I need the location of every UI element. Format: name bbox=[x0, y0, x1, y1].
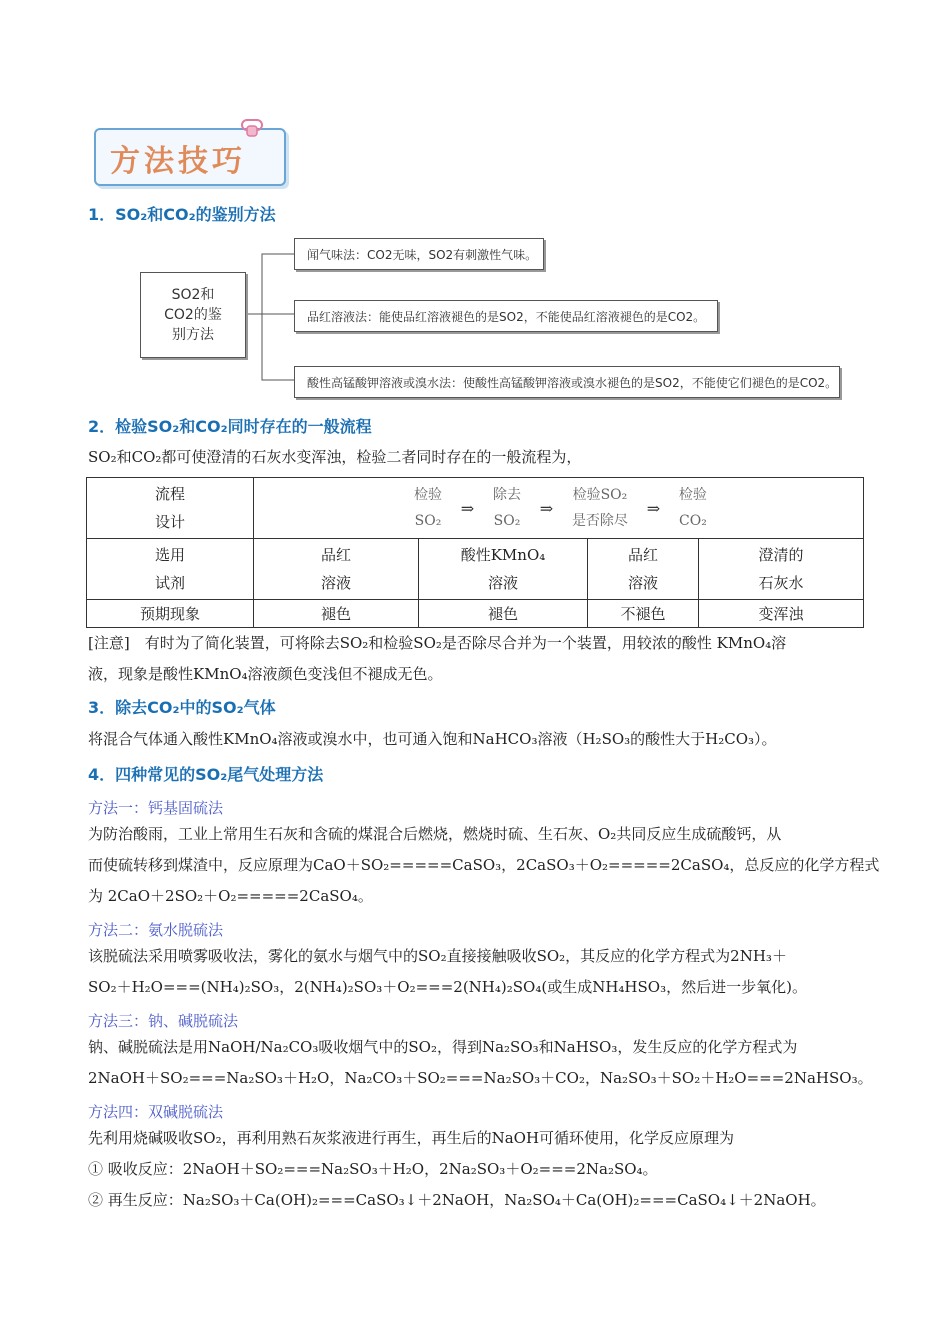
phenomenon-cell: 变浑浊 bbox=[699, 600, 864, 628]
flow-step-line: 检验 bbox=[678, 487, 707, 503]
cell-line: 溶液 bbox=[627, 574, 658, 592]
reagent-cell bbox=[254, 539, 419, 600]
flow-step-line: 检验SO₂ bbox=[572, 487, 628, 503]
method-3-line: 2NaOH＋SO₂===Na₂SO₃＋H₂O，Na₂CO₃＋SO₂===Na₂SO₃＋CO₂，Na₂SO₃＋SO₂＋H₂O===2NaHSO₃。 bbox=[88, 1069, 873, 1087]
flow-step bbox=[572, 482, 628, 534]
banner-title: 方法技巧 bbox=[110, 144, 246, 179]
mindmap-branch-smell: 闻气味法：CO2无味，SO2有刺激性气味。 bbox=[294, 238, 544, 270]
note-line: 液，现象是酸性KMnO₄溶液颜色变浅但不褪成无色。 bbox=[88, 665, 443, 683]
mindmap-root bbox=[140, 272, 246, 358]
phenomenon-cell: 不褪色 bbox=[588, 600, 699, 628]
method-4-title: 方法四：双碱脱硫法 bbox=[88, 1103, 224, 1121]
method-1-title: 方法一：钙基固硫法 bbox=[88, 799, 224, 817]
reagent-cell bbox=[588, 539, 699, 600]
method-3-line: 钠、碱脱硫法是用NaOH/Na₂CO₃吸收烟气中的SO₂，得到Na₂SO₃和NaHSO₃，发生反应的化学方程式为 bbox=[88, 1038, 798, 1056]
method-2-title: 方法二：氨水脱硫法 bbox=[88, 921, 224, 939]
label-line: 流程 bbox=[154, 485, 185, 503]
row-label-flow bbox=[87, 478, 254, 539]
flow-step-line: CO₂ bbox=[679, 513, 707, 529]
row-label-reagent bbox=[87, 539, 254, 600]
method-1-line: 为 2CaO＋2SO₂＋O₂=====2CaSO₄。 bbox=[88, 887, 373, 905]
cell-line: 酸性KMnO₄ bbox=[460, 546, 546, 564]
cell-line: 品红 bbox=[320, 546, 351, 564]
cell-line: 石灰水 bbox=[758, 574, 804, 592]
section-3-heading: 3．除去CO₂中的SO₂气体 bbox=[88, 698, 276, 717]
section-1-heading: 1．SO₂和CO₂的鉴别方法 bbox=[88, 205, 276, 224]
cell-line: 溶液 bbox=[487, 574, 518, 592]
method-1-line: 而使硫转移到煤渣中，反应原理为CaO＋SO₂=====CaSO₃，2CaSO₃＋O₂=====2CaSO₄，总反应的化学方程式 bbox=[88, 856, 880, 874]
section-2-heading: 2．检验SO₂和CO₂同时存在的一般流程 bbox=[88, 417, 372, 436]
flow-step bbox=[679, 482, 707, 534]
table-row-reagent bbox=[87, 539, 864, 600]
cell-line: 澄清的 bbox=[758, 546, 804, 564]
note-line: [注意] 有时为了简化装置，可将除去SO₂和检验SO₂是否除尽合并为一个装置，用较浓的酸性 KMnO₄溶 bbox=[88, 634, 787, 652]
process-table bbox=[86, 477, 864, 628]
label-line: 选用 bbox=[154, 546, 185, 564]
section-2-intro: SO₂和CO₂都可使澄清的石灰水变浑浊，检验二者同时存在的一般流程为， bbox=[88, 448, 582, 466]
method-1-line: 为防治酸雨，工业上常用生石灰和含硫的煤混合后燃烧，燃烧时硫、生石灰、O₂共同反应生成硫酸钙，从 bbox=[88, 825, 782, 843]
label-line: 设计 bbox=[154, 513, 185, 531]
phenomenon-cell: 褪色 bbox=[419, 600, 588, 628]
flow-step-line: 检验 bbox=[414, 487, 442, 503]
flow-step-line: 除去 bbox=[492, 487, 521, 503]
section-4-heading: 4．四种常见的SO₂尾气处理方法 bbox=[88, 765, 324, 784]
flow-step bbox=[493, 482, 521, 534]
reagent-cell bbox=[419, 539, 588, 600]
method-4-line: 先利用烧碱吸收SO₂，再利用熟石灰浆液进行再生，再生后的NaOH可循环使用，化学反应原理为 bbox=[88, 1129, 735, 1147]
table-row-phenomenon bbox=[87, 600, 864, 628]
phenomenon-cell: 褪色 bbox=[254, 600, 419, 628]
mindmap-branch-magenta: 品红溶液法：能使品红溶液褪色的是SO2，不能使品红溶液褪色的是CO2。 bbox=[294, 300, 718, 332]
label-line: 试剂 bbox=[154, 574, 185, 592]
method-4-line: ① 吸收反应：2NaOH＋SO₂===Na₂SO₃＋H₂O，2Na₂SO₃＋O₂===2Na₂SO₄。 bbox=[88, 1160, 658, 1178]
flow-step bbox=[414, 482, 442, 534]
cell-line: 溶液 bbox=[320, 574, 351, 592]
row-label-phenomenon: 预期现象 bbox=[87, 600, 254, 628]
section-3-text: 将混合气体通入酸性KMnO₄溶液或溴水中，也可通入饱和NaHCO₃溶液（H₂SO₃的酸性大于H₂CO₃）。 bbox=[88, 730, 777, 748]
flow-step-line: SO₂ bbox=[414, 513, 442, 529]
cell-line: 品红 bbox=[627, 546, 658, 564]
method-3-title: 方法三：钠、碱脱硫法 bbox=[88, 1012, 239, 1030]
mindmap-root-line: CO2的鉴 bbox=[164, 307, 222, 323]
flow-arrow: ⇒ bbox=[460, 498, 475, 518]
method-2-line: SO₂＋H₂O===(NH₄)₂SO₃，2(NH₄)₂SO₃＋O₂===2(NH₄)₂SO₄(或生成NH₄HSO₃，然后进一步氧化)。 bbox=[88, 978, 807, 996]
method-4-line: ② 再生反应：Na₂SO₃＋Ca(OH)₂===CaSO₃↓＋2NaOH，Na₂SO₄＋Ca(OH)₂===CaSO₄↓＋2NaOH。 bbox=[88, 1191, 826, 1209]
flow-diagram bbox=[254, 478, 864, 539]
flow-step-line: SO₂ bbox=[493, 513, 521, 529]
flow-arrow: ⇒ bbox=[646, 498, 661, 518]
flow-step-line: 是否除尽 bbox=[571, 513, 628, 529]
mindmap-root-line: SO2和 bbox=[171, 287, 215, 303]
reagent-cell bbox=[699, 539, 864, 600]
method-2-line: 该脱硫法采用喷雾吸收法，雾化的氨水与烟气中的SO₂直接接触吸收SO₂，其反应的化学方程式为2NH₃＋ bbox=[88, 947, 787, 965]
mindmap-branch-kmno4: 酸性高锰酸钾溶液或溴水法：使酸性高锰酸钾溶液或溴水褪色的是SO2，不能使它们褪色的是CO2。 bbox=[294, 366, 840, 398]
mindmap-root-line: 别方法 bbox=[172, 327, 214, 343]
table-row-flow bbox=[87, 478, 864, 539]
flow-arrow: ⇒ bbox=[539, 498, 554, 518]
